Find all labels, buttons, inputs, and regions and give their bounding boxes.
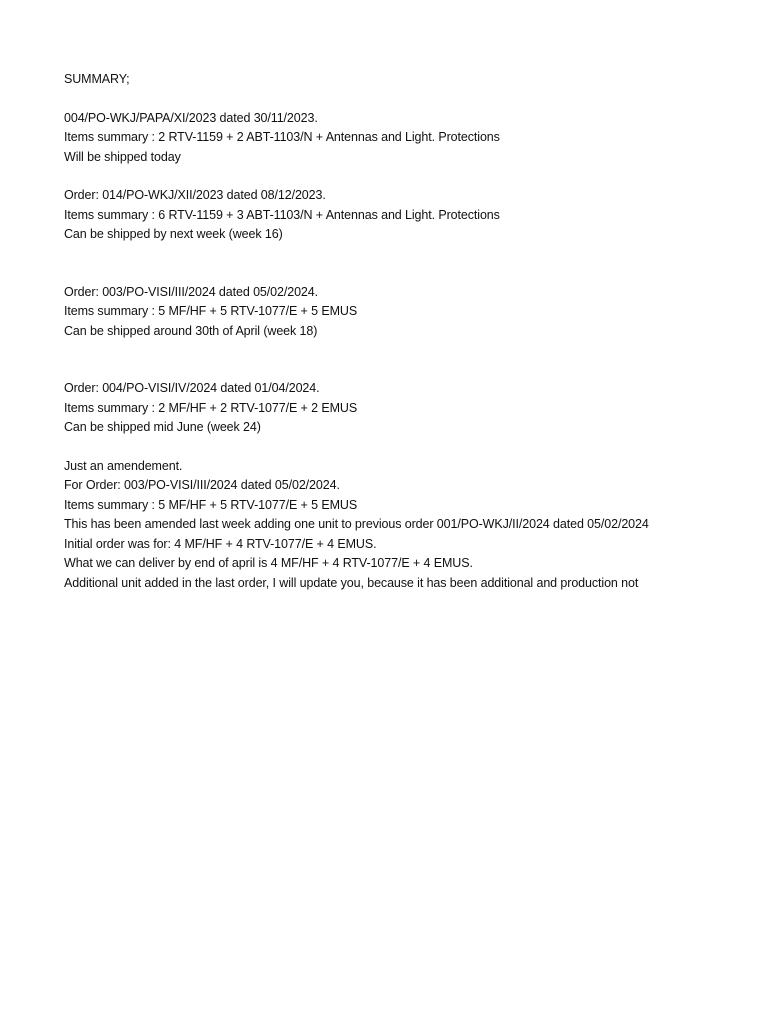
spacer: [64, 245, 668, 283]
order3-ref: Order: 003/PO-VISI/III/2024 dated 05/02/2024.: [64, 284, 319, 299]
amendment-items: Items summary : 5 MF/HF + 5 RTV-1077/E + 5 EMUS: [64, 497, 358, 512]
amendment-note-3: What we can deliver by end of april is 4 MF/HF + 4 RTV-1077/E + 4 EMUS.: [64, 556, 473, 570]
amendment-note-4: Additional unit added in the last order, I will update you, because it has been additional and production not: [64, 575, 639, 590]
amendment-intro: Just an amendement.: [64, 458, 183, 473]
order1-items: Items summary : 2 RTV-1159 + 2 ABT-1103/N + Antennas and Light. Protections: [64, 130, 500, 144]
spacer: [64, 167, 668, 186]
order4-items: Items summary : 2 MF/HF + 2 RTV-1077/E + 2 EMUS: [64, 400, 358, 415]
order4-ref: Order: 004/PO-VISI/IV/2024 dated 01/04/2024.: [64, 381, 320, 395]
order3-status: Can be shipped around 30th of April (week 18): [64, 323, 318, 338]
order1-status: Will be shipped today: [64, 149, 181, 164]
order4-status: Can be shipped mid June (week 24): [64, 420, 261, 434]
amendment-note-1: This has been amended last week adding one unit to previous order 001/PO-WKJ/II/2024 dated 05/02/2024: [64, 517, 649, 531]
order2-ref: Order: 014/PO-WKJ/XII/2023 dated 08/12/2023.: [64, 188, 326, 202]
order2-status: Can be shipped by next week (week 16): [64, 227, 283, 241]
amendment-note-2: Initial order was for: 4 MF/HF + 4 RTV-1077/E + 4 EMUS.: [64, 536, 377, 551]
order3-items: Items summary : 5 MF/HF + 5 RTV-1077/E + 5 EMUS: [64, 304, 358, 318]
order1-ref: 004/PO-WKJ/PAPA/XI/2023 dated 30/11/2023.: [64, 110, 318, 125]
spacer: [64, 438, 668, 457]
spacer: [64, 90, 668, 109]
order2-items: Items summary : 6 RTV-1159 + 3 ABT-1103/N + Antennas and Light. Protections: [64, 207, 500, 222]
document-body: [64, 70, 668, 593]
spacer: [64, 341, 668, 379]
summary-heading: SUMMARY;: [64, 72, 130, 86]
amendment-for-order: For Order: 003/PO-VISI/III/2024 dated 05/02/2024.: [64, 478, 340, 492]
